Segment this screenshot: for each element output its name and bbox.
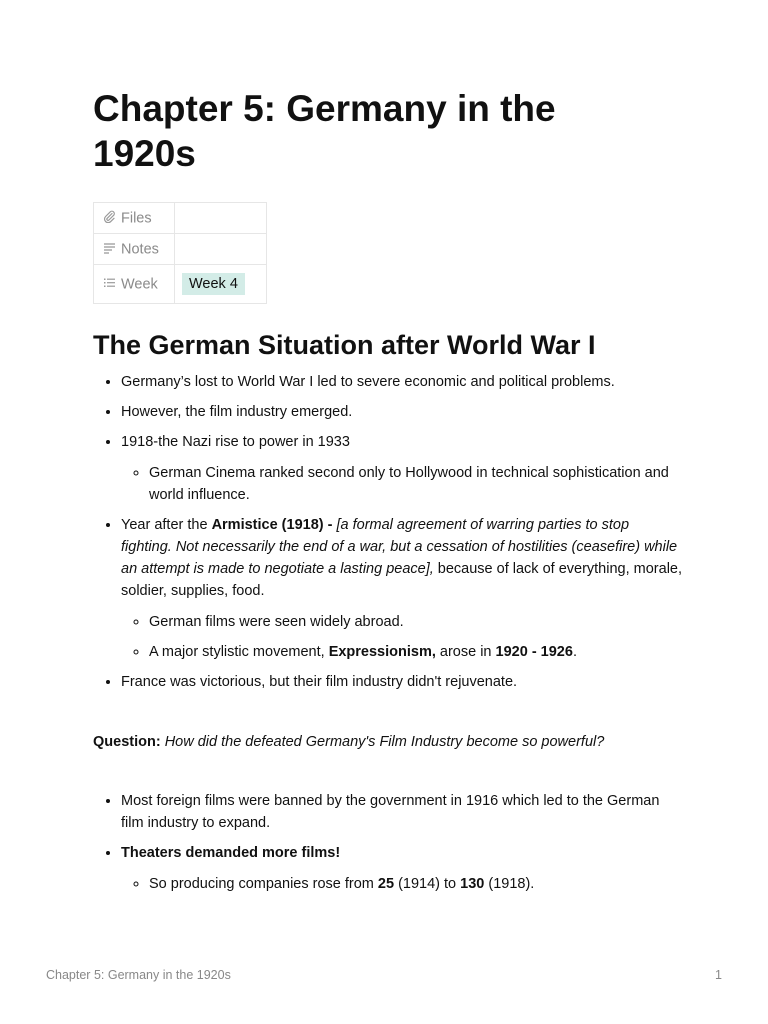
sub-list	[121, 873, 683, 895]
armistice-reason: because of lack of everything, morale, soldier, supplies, food.	[121, 561, 683, 599]
question-paragraph	[93, 731, 683, 753]
list-icon	[103, 276, 117, 293]
armistice-intro: Year after the	[121, 517, 212, 533]
list-item	[121, 842, 683, 895]
list-item-text: 1918-the Nazi rise to power in 1933	[121, 434, 350, 450]
section-heading: The German Situation after World War I	[93, 330, 596, 360]
theaters-demand-text: Theaters demanded more films!	[121, 845, 341, 861]
sub-list	[121, 462, 683, 506]
sub-list-item: ◦ German Cinema ranked second only to Hollywood in technical sophistication and world influence.	[149, 462, 683, 506]
document-body	[93, 371, 683, 903]
list-item	[121, 514, 683, 663]
count-1918: 130	[460, 876, 485, 892]
footer-title: Chapter 5: Germany in the 1920s	[46, 968, 231, 982]
sub-item-text: (1914) to	[394, 876, 461, 892]
question-label: Question:	[93, 734, 161, 750]
week-label: Week	[121, 275, 158, 292]
files-value[interactable]	[175, 203, 267, 234]
property-label-week	[94, 265, 175, 304]
list-item	[121, 431, 683, 506]
week-value-cell[interactable]	[175, 265, 267, 304]
bullet-list-2	[93, 790, 683, 895]
sub-list-item: ◦ German films were seen widely abroad.	[149, 611, 683, 633]
sub-list-item	[149, 873, 683, 895]
notes-label: Notes	[121, 240, 159, 257]
notes-value[interactable]	[175, 234, 267, 265]
sub-item-text: .	[572, 644, 577, 660]
files-label: Files	[121, 209, 152, 226]
expressionism-term: Expressionism,	[328, 644, 436, 660]
text-lines-icon	[103, 241, 117, 258]
property-row-notes	[94, 234, 267, 265]
list-item: • Most foreign films were banned by the government in 1916 which led to the German film industry to expand.	[121, 790, 683, 834]
sub-item-text: So producing companies rose from	[149, 876, 378, 892]
footer-page-number: 1	[715, 968, 722, 982]
armistice-definition: [a formal agreement of warring parties to stop fighting. Not necessarily the end of a war, but a cessation of hostilities (ceasefire) while an attempt is made to negotiate a lasting peace],	[121, 517, 678, 577]
property-label-notes	[94, 234, 175, 265]
count-1914: 25	[377, 876, 395, 892]
sub-item-text: arose in	[435, 644, 496, 660]
sub-item-text: (1918).	[484, 876, 535, 892]
sub-list	[121, 611, 683, 663]
week-tag[interactable]: Week 4	[182, 273, 245, 295]
sub-list-item	[149, 641, 683, 663]
property-row-week	[94, 265, 267, 304]
bullet-list-1	[93, 371, 683, 693]
question-text: How did the defeated Germany's Film Industry become so powerful?	[160, 734, 605, 750]
paperclip-icon	[103, 210, 117, 227]
expressionism-years: 1920 - 1926	[495, 644, 573, 660]
list-item: • Germany’s lost to World War I led to severe economic and political problems.	[121, 371, 683, 393]
list-item: • France was victorious, but their film industry didn't rejuvenate.	[121, 671, 683, 693]
page-title: Chapter 5: Germany in the 1920s	[93, 88, 556, 174]
list-item: • However, the film industry emerged.	[121, 401, 683, 423]
properties-table	[93, 202, 267, 304]
property-row-files	[94, 203, 267, 234]
property-label-files	[94, 203, 175, 234]
sub-item-text: A major stylistic movement,	[149, 644, 329, 660]
armistice-term: Armistice (1918) -	[211, 517, 333, 533]
